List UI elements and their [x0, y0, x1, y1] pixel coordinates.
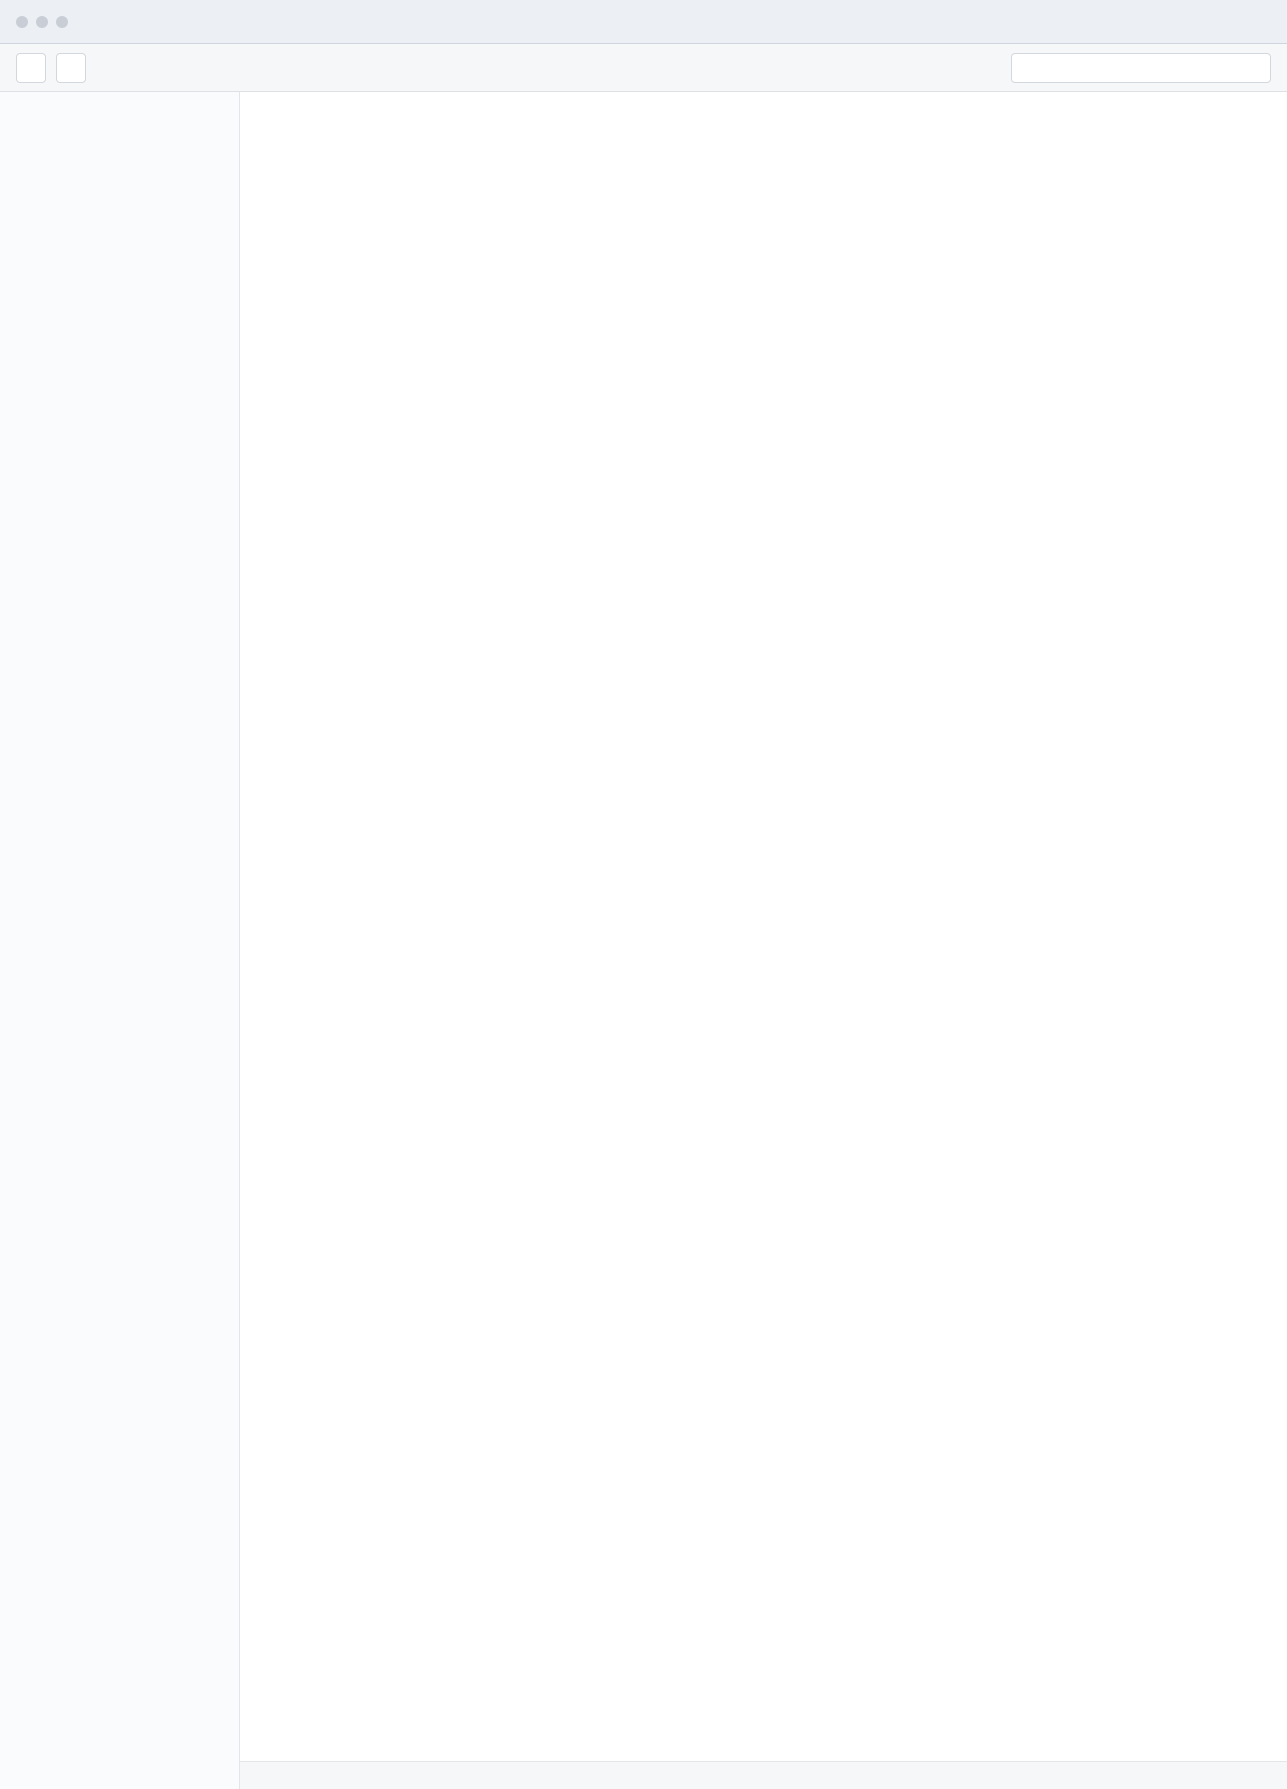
title-bar	[0, 0, 1287, 44]
search-input[interactable]	[1011, 53, 1271, 83]
toolbar	[0, 44, 1287, 92]
main-content	[240, 92, 1287, 1789]
close-window-icon[interactable]	[16, 16, 28, 28]
maximize-window-icon[interactable]	[56, 16, 68, 28]
forward-button[interactable]	[56, 53, 86, 83]
status-bar	[240, 1761, 1287, 1789]
minimize-window-icon[interactable]	[36, 16, 48, 28]
back-button[interactable]	[16, 53, 46, 83]
sidebar	[0, 92, 240, 1789]
